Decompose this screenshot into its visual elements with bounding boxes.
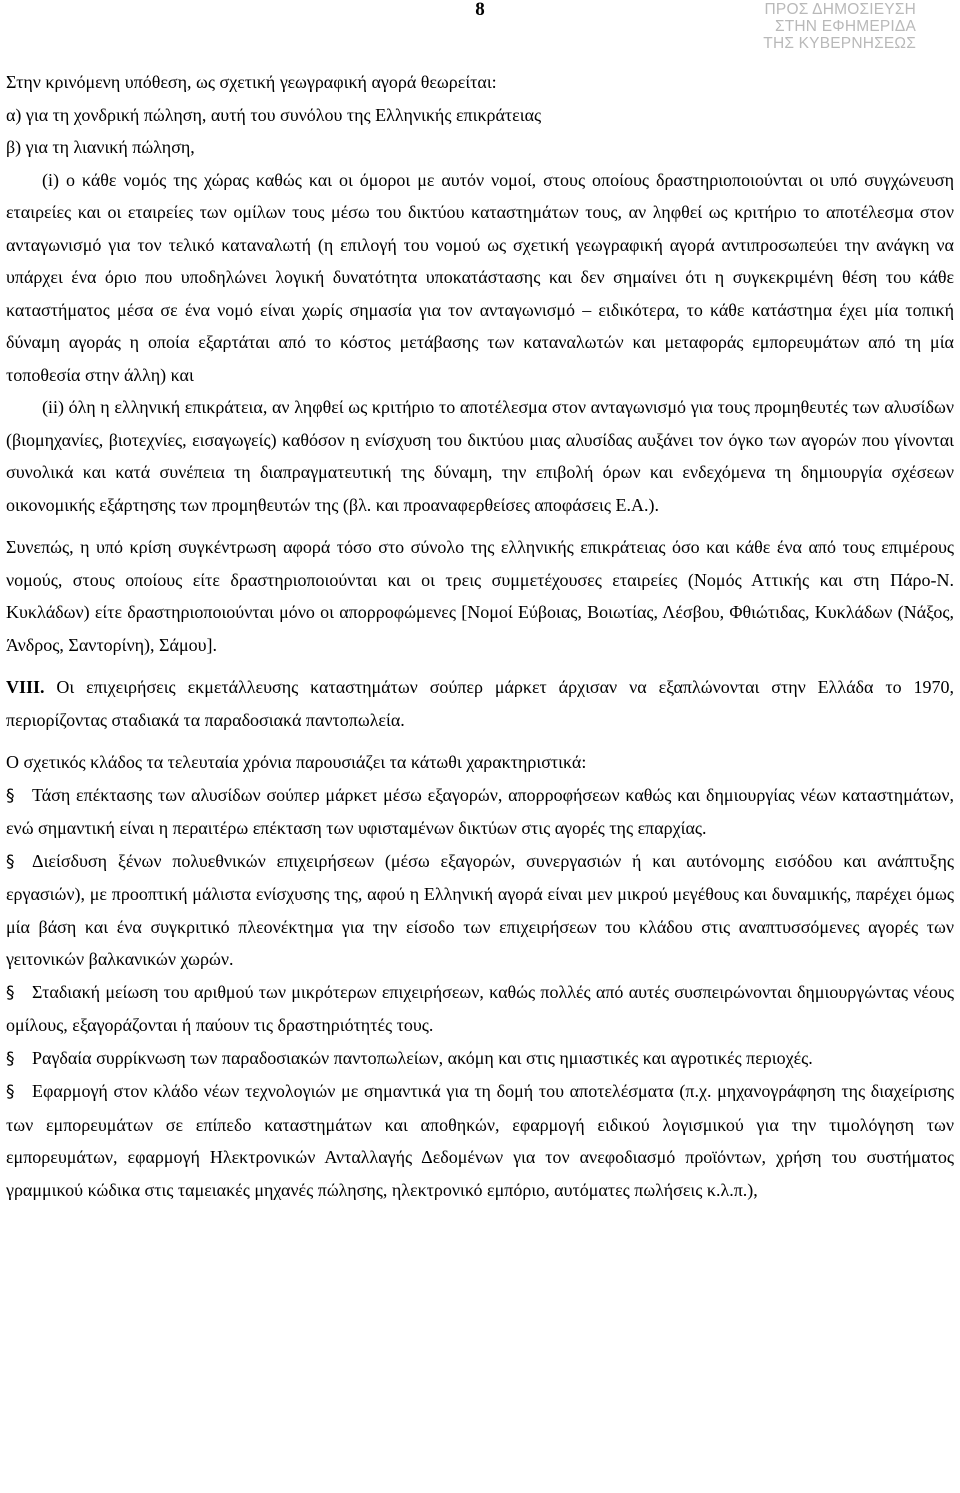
section-sign-bullet-icon: §	[6, 982, 15, 1003]
section-viii-label: VIII.	[6, 677, 45, 697]
wholesale-market-line: α) για τη χονδρική πώληση, αυτή του συνόλου της Ελληνικής επικράτειας	[6, 104, 542, 125]
characteristic-text: Εφαρμογή στον κλάδο νέων τεχνολογιών με σημαντικά για τη δομή του αποτελέσματα (π.χ. μηχανογράφηση της διαχείρισης των εμπορευμάτων σε επίπεδο καταστημάτων και αποθηκών, εφαρμογή ειδικού λογισμικού για την τιμολόγηση των εμπορευμάτων, εφαρμογή Ηλεκτρονικών Ανταλλαγής Δεδομένων για τον ανεφοδιασμό προϊόντων, χρήση του συστήματος γραμμικού κώδικα στις ταμειακές μηχανές πώλησης, ηλεκτρονικό εμπόριο, αυτόματες πωλήσεις κ.λ.π.),	[6, 1081, 954, 1200]
section-sign-bullet-icon: §	[6, 1048, 15, 1069]
intro-line: Στην κρινόμενη υπόθεση, ως σχετική γεωγραφική αγορά θεωρείται:	[6, 72, 497, 92]
characteristic-item-1	[6, 779, 954, 845]
retail-market-line: β) για τη λιανική πώληση,	[6, 137, 195, 157]
characteristic-item-4	[6, 1042, 954, 1076]
characteristic-text: Σταδιακή μείωση του αριθμού των μικρότερων επιχειρήσεων, καθώς πολλές από αυτές συσπειρώνονται δημιουργώντας νέους ομίλους, εξαγοράζονται ή παύουν τις δραστηριότητές τους.	[6, 981, 954, 1035]
characteristic-text: Διείσδυση ξένων πολυεθνικών επιχειρήσεων (μέσω εξαγορών, συνεργασιών ή και αυτόνομης εισόδου και ανάπτυξης εργασιών), με προοπτική μάλιστα ενίσχυσης της, αφού η Ελληνική αγορά είναι μεν μικρού μεγέθους και δυναμικής, παρέχει όμως μία βάση και ένα συγκριτικό πλεονέκτημα για την είσοδο των επιχειρήσεων του κλάδου στις αναπτυσσόμενες αγορές των γειτονικών βαλκανικών χωρών.	[6, 850, 954, 969]
section-viii-paragraph	[6, 671, 954, 736]
characteristic-text: Τάση επέκτασης των αλυσίδων σούπερ μάρκετ μέσω εξαγορών, απορροφήσεων καθώς και δημιουργίας νέων καταστημάτων, ενώ σημαντική είναι η περαιτέρω επέκταση των υφισταμένων δικτύων στις αγορές της επαρχίας.	[6, 784, 954, 838]
stamp-line-1: ΠΡΟΣ ΔΗΜΟΣΙΕΥΣΗ	[764, 1, 916, 18]
stamp-line-3: ΤΗΣ ΚΥΒΕΡΝΗΣΕΩΣ	[763, 35, 916, 52]
characteristic-text: Ραγδαία συρρίκνωση των παραδοσιακών παντοπωλείων, ακόμη και στις ημιαστικές και αγροτικές περιοχές.	[32, 1047, 813, 1068]
section-sign-bullet-icon: §	[6, 1082, 15, 1102]
document-body	[6, 66, 954, 1206]
item-ii-paragraph: (ii) όλη η ελληνική επικράτεια, αν ληφθεί ως κριτήριο το αποτέλεσμα στον ανταγωνισμό για τους προμηθευτές των αλυσίδων (βιομηχανίες, βιοτεχνίες, εισαγωγείς) καθόσον η ενίσχυση του δικτύου μιας αλυσίδας αυξάνει τον όγκο των αγορών που γίνονται συνολικά και κατά συνέπεια τη διαπραγματευτική της δύναμη, την επιβολή όρων και ενδεχόμενα τη δημιουργία σχέσεων οικονομικής εξάρτησης των προμηθευτών της (βλ. και προαναφερθείσες αποφάσεις Ε.Α.).	[6, 397, 954, 515]
characteristic-item-2	[6, 845, 954, 976]
item-i-paragraph: (i) ο κάθε νομός της χώρας καθώς και οι όμοροι με αυτόν νομοί, στους οποίους δραστηριοποιούνται οι υπό συγχώνευση εταιρείες και οι εταιρείες των ομίλων τους μέσω του δικτύου καταστημάτων τους, αν ληφθεί ως κριτήριο το αποτέλεσμα στον ανταγωνισμό για τον τελικό καταναλωτή (η επιλογή του νομού ως σχετική γεωγραφική αγορά αντιπροσωπεύει την ανάγκη να υπάρχει ένα όριο που υποδηλώνει λογική δυνατότητα υποκατάστασης και δεν σημαίνει ότι η συγκεκριμένη θέση του κάθε καταστήματος μέσα σε ένα νομό είναι χωρίς σημασία για τον ανταγωνισμό – ειδικότερα, το κάθε κατάστημα έχει μία τοπική δύναμη αγοράς η οποία εξαρτάται από το κόστος μετάβασης των καταναλωτών και μεταφοράς εμπορευμάτων από τη μία τοποθεσία στην άλλη) και	[6, 169, 954, 385]
characteristic-item-5	[6, 1075, 954, 1206]
characteristics-intro: Ο σχετικός κλάδος τα τελευταία χρόνια παρουσιάζει τα κάτωθι χαρακτηριστικά:	[6, 752, 587, 772]
conclusion-paragraph: Συνεπώς, η υπό κρίση συγκέντρωση αφορά τόσο στο σύνολο της ελληνικής επικράτειας όσο και κάθε ένα από τους επιμέρους νομούς, στους οποίους είτε δραστηριοποιούνται και οι τρεις συμμετέχουσες εταιρείες (Νομός Αττικής και στη Πάρο-Ν. Κυκλάδων) είτε δραστηριοποιούνται μόνο οι απορροφώμενες [Νομοί Εύβοιας, Βοιωτίας, Λέσβου, Φθιώτιδας, Κυκλάδων (Νάξος, Άνδρος, Σαντορίνη), Σάμου].	[6, 537, 954, 655]
section-sign-bullet-icon: §	[6, 785, 15, 806]
section-viii-text: Οι επιχειρήσεις εκμετάλλευσης καταστημάτων σούπερ μάρκετ άρχισαν να εξαπλώνονται στην Ελλάδα το 1970, περιορίζοντας σταδιακά τα παραδοσιακά παντοπωλεία.	[6, 677, 954, 730]
stamp-line-2: ΣΤΗΝ ΕΦΗΜΕΡΙΔΑ	[774, 18, 916, 35]
characteristic-item-3	[6, 976, 954, 1042]
page-number: 8	[475, 0, 485, 20]
publication-stamp	[763, 1, 916, 52]
section-sign-bullet-icon: §	[6, 851, 15, 872]
